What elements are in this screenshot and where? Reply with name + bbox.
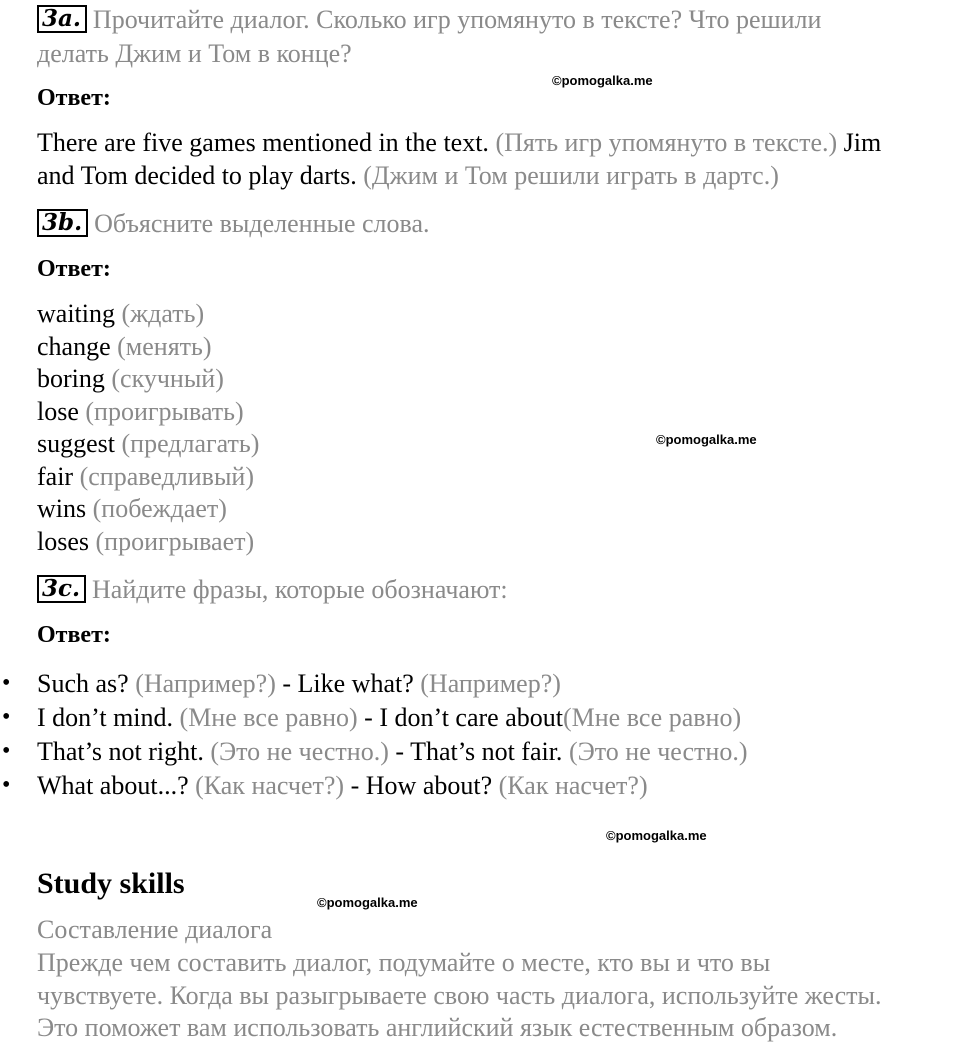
word-en: waiting [37,299,115,328]
word-ru: (скучный) [111,364,224,393]
word-item [37,460,254,493]
task-3a-answer-line1 [37,126,881,159]
watermark: ©pomogalka.me [606,828,707,843]
study-skills-paragraph-line: Это поможет вам использовать английский язык естественным образом. [37,1013,838,1042]
answer-en: There are five games mentioned in the text. [37,128,489,157]
bullet-icon: • [2,738,11,764]
phrase-en: I don’t care about [379,703,563,732]
word-item [37,297,204,330]
word-en: boring [37,364,105,393]
list-item [37,667,561,700]
phrase-ru: (Мне все равно) [562,703,742,732]
word-ru: (ждать) [121,299,205,328]
phrase-ru: (Мне все равно) [179,703,358,732]
phrase-en: What about...? [37,771,189,800]
task-3c-answer-label: Ответ: [37,622,111,648]
phrase-ru: (Как насчет?) [498,771,648,800]
word-item [37,330,212,363]
phrase-ru: (Как насчет?) [195,771,345,800]
phrase-en: How about? [365,771,493,800]
phrase-ru: (Например?) [420,669,561,698]
task-3a-answer-label: Ответ: [37,85,111,111]
word-item [37,525,254,558]
phrase-en: Like what? [297,669,414,698]
phrase-ru: (Это не честно.) [568,737,748,766]
phrase-ru: (Например?) [135,669,276,698]
word-en: wins [37,494,87,523]
answer-en: and Tom decided to play darts. [37,161,357,190]
word-item [37,362,224,395]
bullet-icon: • [2,670,11,696]
word-item [37,427,259,460]
word-en: change [37,332,111,361]
word-en: loses [37,527,89,556]
task-3a-prompt-line1 [37,3,821,36]
word-ru: (справедливый) [79,462,255,491]
watermark: ©pomogalka.me [317,895,418,910]
answer-ru: (Пять игр упомянуто в тексте.) [495,128,838,157]
word-item [37,395,244,428]
phrase-ru: (Это не честно.) [210,737,389,766]
separator: - [282,669,292,698]
phrase-en: Such as? [37,669,129,698]
bullet-icon: • [2,704,11,730]
word-en: lose [37,397,79,426]
phrase-en: I don’t mind. [37,703,174,732]
study-skills-heading: Study skills [37,867,185,900]
word-en: suggest [37,429,115,458]
separator: - [395,737,405,766]
bullet-icon: • [2,772,11,798]
word-ru: (проигрывает) [95,527,255,556]
watermark: ©pomogalka.me [656,432,757,447]
study-skills-paragraph-line: чувствуете. Когда вы разыгрываете свою часть диалога, используйте жесты. [37,981,882,1010]
task-3a-prompt: Прочитайте диалог. Сколько игр упомянуто в тексте? Что решили [92,5,822,34]
word-ru: (проигрывать) [85,397,244,426]
answer-en: Jim [843,128,882,157]
phrase-en: That’s not right. [37,737,204,766]
list-item [37,701,741,734]
word-en: fair [37,462,74,491]
word-ru: (менять) [117,332,212,361]
list-item [37,735,747,768]
task-3c-title: Найдите фразы, которые обозначают: [92,575,508,604]
task-3c-prompt [37,573,508,606]
separator: - [364,703,373,732]
task-3c-badge: 3c. [37,575,86,603]
word-ru: (предлагать) [121,429,260,458]
study-skills-subtitle: Составление диалога [37,915,273,944]
task-3b-answer-label: Ответ: [37,256,111,282]
watermark: ©pomogalka.me [552,73,653,88]
task-3b-badge: 3b. [37,209,88,237]
word-ru: (побеждает) [92,494,227,523]
list-item [37,769,648,802]
study-skills-paragraph-line: Прежде чем составить диалог, подумайте о месте, кто вы и что вы [37,948,771,977]
task-3a-badge: 3a. [37,5,87,33]
phrase-en: That’s not fair. [410,737,563,766]
answer-ru: (Джим и Том решили играть в дартс.) [363,161,779,190]
separator: - [350,771,360,800]
task-3b-prompt [37,207,429,240]
task-3a-answer-line2 [37,159,779,192]
word-item [37,492,227,525]
task-3b-title: Объясните выделенные слова. [94,209,430,238]
task-3a-prompt-line2: делать Джим и Том в конце? [37,39,352,68]
